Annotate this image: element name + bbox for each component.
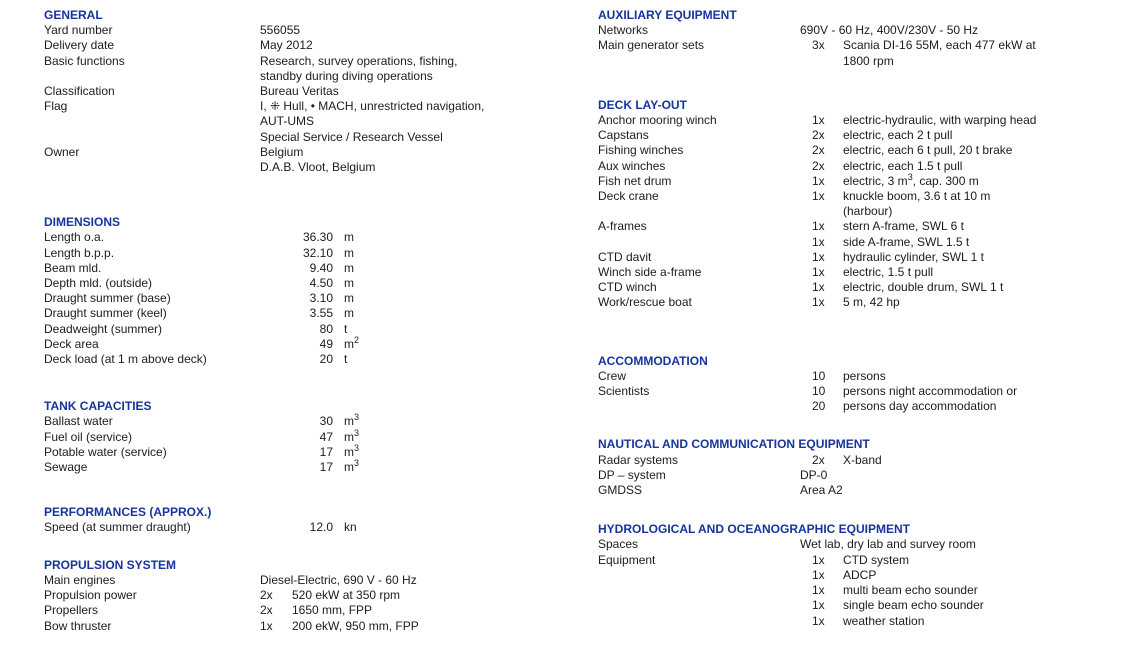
- spec-label: Potable water (service): [44, 444, 167, 459]
- unit-exponent: 3: [354, 412, 360, 423]
- spec-quantity: 2x: [260, 603, 273, 618]
- spec-row: [44, 99, 570, 114]
- spec-quantity: 1x: [812, 552, 825, 567]
- description-text: persons: [843, 368, 886, 383]
- spec-label: CTD winch: [598, 280, 657, 295]
- spec-label: Networks: [598, 23, 649, 38]
- spec-row: [44, 588, 570, 603]
- spec-quantity: 3x: [812, 38, 825, 53]
- spec-label: Draught summer (keel): [44, 306, 167, 321]
- spec-value: standby during diving operations: [260, 68, 433, 83]
- section-general: [44, 8, 570, 175]
- spec-row: [44, 261, 570, 276]
- spec-unit: [344, 334, 360, 352]
- section-tank: [44, 399, 570, 475]
- spec-unit: [344, 276, 354, 291]
- description-text: 5 m, 42 hp: [843, 295, 900, 310]
- spec-row: [44, 291, 570, 306]
- spec-row: [598, 204, 1139, 219]
- description-text: electric, double drum, SWL 1 t: [843, 280, 1004, 295]
- spec-unit: [344, 291, 354, 306]
- spec-value: DP-0: [800, 467, 828, 482]
- spec-row: [598, 54, 1139, 69]
- spec-unit: [344, 460, 359, 475]
- spec-row: [44, 603, 570, 618]
- spec-row: [44, 619, 570, 634]
- spec-row: [44, 230, 570, 245]
- spec-value: Belgium: [260, 144, 304, 159]
- unit-exponent: 3: [354, 442, 360, 453]
- description-text: hydraulic cylinder, SWL 1 t: [843, 249, 984, 264]
- unit-symbol: m: [344, 230, 354, 245]
- description-text: persons night accommodation or: [843, 384, 1018, 399]
- spec-label: Delivery date: [44, 38, 115, 53]
- spec-description: [843, 568, 1139, 583]
- spec-row: [44, 520, 570, 535]
- spec-row: [598, 113, 1139, 128]
- section-auxiliary: [598, 8, 1139, 69]
- unit-symbol: m: [344, 460, 354, 475]
- spec-row: [598, 189, 1139, 204]
- spec-value-number: 32.10: [302, 245, 333, 260]
- spec-row: [44, 160, 570, 175]
- spec-row: [44, 334, 570, 352]
- spec-description: [843, 598, 1139, 613]
- description-text: electric, each 1.5 t pull: [843, 158, 963, 173]
- spec-description: [843, 38, 1139, 53]
- spec-value-number: 17: [319, 444, 333, 459]
- spec-description: [843, 143, 1139, 158]
- section-title: AUXILIARY EQUIPMENT: [598, 8, 737, 22]
- spec-quantity: 10: [812, 384, 826, 399]
- unit-symbol: m: [344, 444, 354, 459]
- spec-label: Basic functions: [44, 53, 125, 68]
- spec-value-number: 36.30: [302, 230, 333, 245]
- spec-label: Radar systems: [598, 452, 679, 467]
- spec-value-number: 3.10: [309, 291, 333, 306]
- spec-row: [598, 468, 1139, 483]
- spec-value: 556055: [260, 23, 301, 38]
- spec-label: Work/rescue boat: [598, 295, 692, 310]
- spec-row: [44, 114, 570, 129]
- spec-row: [598, 23, 1139, 38]
- spec-unit: [344, 352, 347, 367]
- description-text: 200 ekW, 950 mm, FPP: [292, 618, 419, 633]
- section-title: PERFORMANCES (APPROX.): [44, 505, 212, 520]
- spec-quantity: 1x: [812, 189, 825, 204]
- spec-label: Deck load (at 1 m above deck): [44, 352, 207, 367]
- section-nautical: [598, 437, 1139, 498]
- description-text: multi beam echo sounder: [843, 583, 978, 598]
- description-text: , cap. 300 m: [912, 173, 979, 188]
- spec-value-number: 3.55: [309, 306, 333, 321]
- description-text: side A-frame, SWL 1.5 t: [843, 234, 970, 249]
- spec-label: Classification: [44, 84, 115, 99]
- spec-row: [44, 427, 570, 445]
- spec-row: [598, 235, 1139, 250]
- spec-label: Crew: [598, 368, 627, 383]
- description-text: persons day accommodation: [843, 399, 997, 414]
- spec-row: [44, 414, 570, 429]
- unit-symbol: m: [344, 336, 354, 351]
- spec-row: [44, 573, 570, 588]
- spec-row: [44, 69, 570, 84]
- spec-label: Sewage: [44, 460, 88, 475]
- spec-description: [843, 583, 1139, 598]
- description-text: single beam echo sounder: [843, 598, 984, 613]
- description-text: electric, 1.5 t pull: [843, 265, 934, 280]
- description-text: knuckle boom, 3.6 t at 10 m: [843, 189, 991, 204]
- description-text: stern A-frame, SWL 6 t: [843, 219, 964, 234]
- spec-row: [44, 38, 570, 53]
- spec-label: Main engines: [44, 572, 116, 587]
- spec-quantity: 1x: [812, 173, 825, 188]
- spec-row: [598, 583, 1139, 598]
- spec-row: [598, 537, 1139, 552]
- spec-row: [598, 265, 1139, 280]
- unit-symbol: m: [344, 429, 354, 444]
- spec-row: [598, 219, 1139, 234]
- spec-row: [598, 568, 1139, 583]
- spec-row: [598, 384, 1139, 399]
- spec-label: Yard number: [44, 23, 113, 38]
- spec-description: [843, 384, 1139, 399]
- spec-row: [598, 453, 1139, 468]
- unit-exponent: 2: [354, 334, 360, 345]
- spec-value-number: 4.50: [309, 276, 333, 291]
- spec-quantity: 2x: [812, 452, 825, 467]
- spec-description: [843, 219, 1139, 234]
- spec-description: [292, 619, 570, 634]
- spec-row: [598, 38, 1139, 53]
- spec-value-number: 12.0: [309, 520, 333, 535]
- spec-label: Deck crane: [598, 189, 659, 204]
- spec-value: I, ⁜ Hull, • MACH, unrestricted navigation,: [260, 99, 485, 114]
- description-text: X-band: [843, 452, 882, 467]
- spec-label: Scientists: [598, 384, 650, 399]
- spec-row: [598, 159, 1139, 174]
- section-title: NAUTICAL AND COMMUNICATION EQUIPMENT: [598, 437, 870, 452]
- spec-row: [598, 553, 1139, 568]
- spec-value-number: 30: [319, 414, 333, 429]
- spec-label: Fishing winches: [598, 143, 684, 158]
- spec-label: Propellers: [44, 603, 99, 618]
- spec-description: [843, 159, 1139, 174]
- spec-label: DP – system: [598, 467, 666, 482]
- spec-description: [843, 453, 1139, 468]
- spec-description: [843, 369, 1139, 384]
- section-title: DIMENSIONS: [44, 215, 121, 230]
- spec-row: [598, 369, 1139, 384]
- section-accommodation: [598, 354, 1139, 415]
- spec-row: [44, 130, 570, 145]
- spec-value: Bureau Veritas: [260, 84, 339, 99]
- spec-value-number: 47: [319, 429, 333, 444]
- spec-label: CTD davit: [598, 249, 652, 264]
- spec-description: [843, 553, 1139, 568]
- unit-exponent: 3: [354, 427, 360, 438]
- spec-row: [44, 306, 570, 321]
- section-hydro: [598, 522, 1139, 628]
- spec-quantity: 1x: [812, 613, 825, 628]
- section-deck: [598, 98, 1139, 311]
- spec-description: [843, 399, 1139, 414]
- description-text: electric-hydraulic, with warping head: [843, 113, 1037, 128]
- unit-symbol: m: [344, 245, 354, 260]
- section-performances: [44, 505, 570, 535]
- spec-quantity: 1x: [812, 265, 825, 280]
- spec-label: Depth mld. (outside): [44, 276, 153, 291]
- spec-description: [292, 603, 570, 618]
- spec-quantity: 1x: [812, 583, 825, 598]
- spec-row: [44, 246, 570, 261]
- spec-value: D.A.B. Vloot, Belgium: [260, 160, 376, 175]
- description-text: electric, each 6 t pull, 20 t brake: [843, 143, 1013, 158]
- spec-row: [598, 171, 1139, 189]
- spec-description: [843, 235, 1139, 250]
- spec-description: [843, 54, 1139, 69]
- spec-label: Flag: [44, 99, 68, 114]
- spec-row: [44, 352, 570, 367]
- spec-unit: [344, 230, 354, 245]
- spec-row: [598, 143, 1139, 158]
- section-title: DECK LAY-OUT: [598, 97, 687, 112]
- spec-description: [292, 588, 570, 603]
- spec-label: Beam mld.: [44, 260, 102, 275]
- description-text: electric, each 2 t pull: [843, 128, 953, 143]
- spec-value: Special Service / Research Vessel: [260, 129, 443, 144]
- spec-label: Spaces: [598, 537, 639, 552]
- spec-label: Bow thruster: [44, 618, 112, 633]
- spec-row: [44, 460, 570, 475]
- spec-description: [843, 280, 1139, 295]
- description-text: (harbour): [843, 204, 893, 219]
- spec-quantity: 1x: [812, 113, 825, 128]
- unit-exponent: 3: [354, 458, 360, 469]
- spec-row: [598, 250, 1139, 265]
- spec-row: [44, 276, 570, 291]
- spec-label: Main generator sets: [598, 38, 705, 53]
- spec-quantity: 1x: [812, 295, 825, 310]
- spec-value: Wet lab, dry lab and survey room: [800, 537, 976, 552]
- spec-row: [598, 128, 1139, 143]
- spec-description: [843, 265, 1139, 280]
- spec-label: Equipment: [598, 552, 656, 567]
- spec-value-number: 9.40: [309, 260, 333, 275]
- unit-symbol: kn: [344, 520, 357, 535]
- spec-row: [598, 280, 1139, 295]
- spec-value-number: 80: [319, 321, 333, 336]
- spec-label: Aux winches: [598, 158, 666, 173]
- section-propulsion: [44, 558, 570, 634]
- spec-unit: [344, 246, 354, 261]
- spec-description: [843, 250, 1139, 265]
- spec-value-number: 20: [319, 352, 333, 367]
- spec-quantity: 1x: [812, 567, 825, 582]
- unit-symbol: m: [344, 414, 354, 429]
- spec-label: Length o.a.: [44, 230, 105, 245]
- spec-description: [843, 295, 1139, 310]
- spec-quantity: 2x: [260, 588, 273, 603]
- spec-value: Area A2: [800, 483, 843, 498]
- section-title: GENERAL: [44, 8, 103, 22]
- spec-value: Research, survey operations, fishing,: [260, 53, 458, 68]
- spec-value-number: 49: [319, 336, 333, 351]
- column-left: [44, 8, 570, 634]
- spec-label: GMDSS: [598, 483, 643, 498]
- spec-row: [598, 483, 1139, 498]
- spec-description: [843, 113, 1139, 128]
- section-dimensions: [44, 215, 570, 367]
- spec-description: [843, 171, 1139, 189]
- spec-quantity: 1x: [812, 234, 825, 249]
- spec-row: [598, 614, 1139, 629]
- spec-row: [44, 145, 570, 160]
- spec-quantity: 1x: [812, 249, 825, 264]
- spec-description: [843, 128, 1139, 143]
- unit-symbol: t: [344, 321, 348, 336]
- spec-label: Deadweight (summer): [44, 321, 163, 336]
- unit-symbol: m: [344, 291, 354, 306]
- spec-row: [598, 399, 1139, 414]
- description-text: weather station: [843, 613, 925, 628]
- spec-unit: [344, 322, 347, 337]
- spec-quantity: 1x: [812, 598, 825, 613]
- spec-quantity: 1x: [812, 219, 825, 234]
- spec-label: Owner: [44, 144, 80, 159]
- spec-quantity: 2x: [812, 143, 825, 158]
- spec-quantity: 20: [812, 399, 826, 414]
- description-exponent: 3: [907, 171, 913, 182]
- section-title: HYDROLOGICAL AND OCEANOGRAPHIC EQUIPMENT: [598, 522, 911, 537]
- spec-value: May 2012: [260, 38, 313, 53]
- spec-value: AUT-UMS: [260, 114, 314, 129]
- spec-description: [843, 189, 1139, 204]
- spec-label: Ballast water: [44, 414, 113, 429]
- spec-quantity: 1x: [260, 618, 273, 633]
- spec-label: A-frames: [598, 219, 647, 234]
- unit-symbol: m: [344, 260, 354, 275]
- description-text: 520 ekW at 350 rpm: [292, 588, 401, 603]
- spec-row: [44, 84, 570, 99]
- section-title: PROPULSION SYSTEM: [44, 557, 177, 572]
- spec-unit: [344, 306, 354, 321]
- spec-quantity: 10: [812, 368, 826, 383]
- section-title: ACCOMMODATION: [598, 353, 708, 368]
- spec-label: Fish net drum: [598, 173, 672, 188]
- description-text: electric, 3 m: [843, 173, 908, 188]
- spec-row: [44, 442, 570, 460]
- spec-row: [44, 322, 570, 337]
- description-text: 1650 mm, FPP: [292, 603, 373, 618]
- spec-label: Length b.p.p.: [44, 245, 115, 260]
- spec-row: [44, 54, 570, 69]
- spec-label: Draught summer (base): [44, 291, 171, 306]
- description-text: 1800 rpm: [843, 53, 894, 68]
- unit-symbol: t: [344, 352, 348, 367]
- spec-row: [598, 295, 1139, 310]
- spec-value-number: 17: [319, 460, 333, 475]
- spec-label: Deck area: [44, 336, 99, 351]
- spec-label: Speed (at summer draught): [44, 520, 191, 535]
- unit-symbol: m: [344, 306, 354, 321]
- spec-quantity: 1x: [812, 280, 825, 295]
- spec-label: Winch side a-frame: [598, 265, 702, 280]
- unit-symbol: m: [344, 276, 354, 291]
- section-title: TANK CAPACITIES: [44, 399, 152, 414]
- spec-unit: [344, 520, 357, 535]
- spec-quantity: 2x: [812, 128, 825, 143]
- spec-label: Fuel oil (service): [44, 429, 133, 444]
- spec-label: Propulsion power: [44, 588, 137, 603]
- spec-quantity: 2x: [812, 158, 825, 173]
- spec-row: [44, 23, 570, 38]
- description-text: Scania DI-16 55M, each 477 ekW at: [843, 38, 1036, 53]
- column-right: [598, 8, 1139, 629]
- spec-label: Anchor mooring winch: [598, 113, 717, 128]
- spec-row: [598, 598, 1139, 613]
- spec-label: Capstans: [598, 128, 649, 143]
- description-text: CTD system: [843, 552, 909, 567]
- spec-unit: [344, 261, 354, 276]
- spec-value: 690V - 60 Hz, 400V/230V - 50 Hz: [800, 23, 979, 38]
- description-text: ADCP: [843, 567, 877, 582]
- spec-description: [843, 204, 1139, 219]
- spec-value: Diesel-Electric, 690 V - 60 Hz: [260, 572, 417, 587]
- spec-description: [843, 614, 1139, 629]
